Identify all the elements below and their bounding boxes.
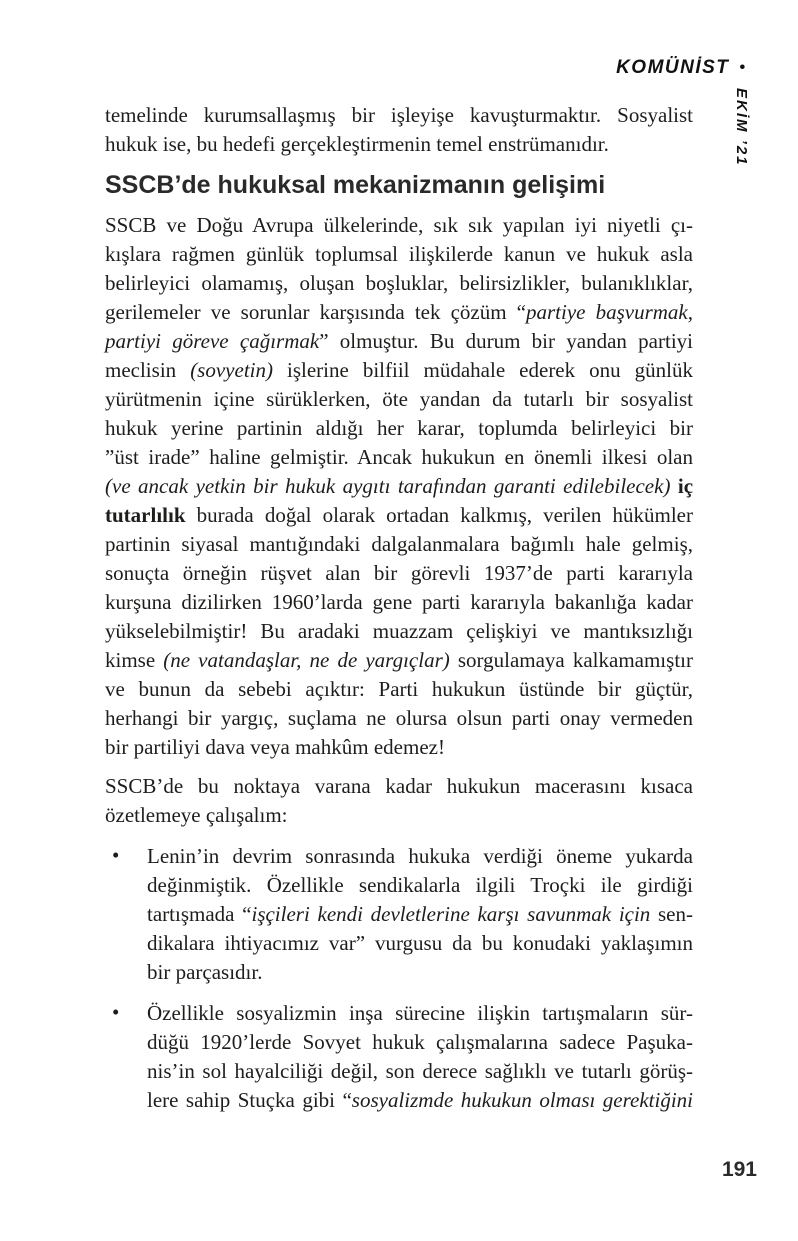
paragraph xyxy=(105,101,693,159)
body-text: ve bunun da sebebi açıktır: Parti hukukun üstünde bir güçtür, xyxy=(105,677,693,701)
text-line xyxy=(105,327,693,356)
text-line xyxy=(105,269,693,298)
text-line xyxy=(105,617,693,646)
body-text: belirleyici olamamış, oluşan boşluklar, belirsizlikler, bulanıklıklar, xyxy=(105,271,693,295)
body-text: hukuk yerine partinin aldığı her karar, toplumda belirleyici bir xyxy=(105,416,693,440)
body-text: kışlara rağmen günlük toplumsal ilişkilerde kanun ve hukuk asla xyxy=(105,242,693,266)
italic-text: sosyalizmde hukukun olması gerektiğini xyxy=(351,1088,693,1112)
text-line xyxy=(147,958,693,987)
text-line xyxy=(105,472,693,501)
text-line xyxy=(105,530,693,559)
body-text: tartışmada “ xyxy=(147,902,252,926)
journal-title: KOMÜNİST xyxy=(616,57,730,78)
body-text: partinin siyasal mantığındaki dalgalanmalara bağımlı hale gelmiş, xyxy=(105,532,693,556)
text-line xyxy=(105,501,693,530)
italic-text: (sovyetin) xyxy=(190,358,273,382)
body-text: düğü 1920’lerde Sovyet hukuk çalışmalarına sadece Paşuka- xyxy=(147,1030,693,1054)
text-line xyxy=(147,929,693,958)
text-line xyxy=(105,101,693,130)
bullet-item xyxy=(105,842,693,987)
page-number: 191 xyxy=(721,1158,757,1181)
text-line xyxy=(105,733,693,762)
text-line xyxy=(105,240,693,269)
text-line xyxy=(105,772,693,801)
body-text: işlerine bilfiil müdahale ederek onu günlük xyxy=(272,358,694,382)
body-text: hukuk ise, bu hedefi gerçekleştirmenin temel enstrümanıdır. xyxy=(105,132,609,156)
body-text: bir partiliyi dava veya mahkûm edemez! xyxy=(105,735,445,759)
body-text: meclisin xyxy=(105,358,191,382)
body-text: yürütmenin içine sürüklerken, öte yandan da tutarlı bir sosyalist xyxy=(105,387,693,411)
issue-label: EKİM ’21 xyxy=(733,88,750,167)
body-text: özetlemeye çalışalım: xyxy=(105,803,288,827)
text-line xyxy=(105,385,693,414)
body-text: sonuçta örneğin rüşvet alan bir görevli 1937’de parti kararıyla xyxy=(105,561,693,585)
body-text: nis’in sol hayalciliği değil, son derece sağlıklı ve tutarlı görüş- xyxy=(147,1059,693,1083)
bold-text: tutarlılık xyxy=(105,503,186,527)
italic-text: (ve ancak yetkin bir hukuk aygıtı tarafından garanti edilebilecek) xyxy=(105,474,671,498)
italic-text: partiyi göreve çağırmak xyxy=(105,329,320,353)
body-text: ” olmuştur. Bu durum bir yandan partiyi xyxy=(319,329,693,353)
bullet-separator-icon: • xyxy=(739,59,745,76)
body-text: sorgulamaya kalkamamıştır xyxy=(449,648,693,672)
body-text: herhangi bir yargıç, suçlama ne olursa olsun parti onay vermeden xyxy=(105,706,693,730)
body-text: burada doğal olarak ortadan kalkmış, verilen hükümler xyxy=(185,503,693,527)
bullet-icon: • xyxy=(112,843,120,867)
text-line xyxy=(105,130,693,159)
text-line xyxy=(105,414,693,443)
section-heading: SSCB’de hukuksal mekanizmanın gelişimi xyxy=(105,171,606,199)
body-text: lere sahip Stuçka gibi “ xyxy=(147,1088,352,1112)
body-text: SSCB ve Doğu Avrupa ülkelerinde, sık sık yapılan iyi niyetli çı- xyxy=(105,213,693,237)
body-text: kurşuna dizilirken 1960’larda gene parti kararıyla bakanlığa kadar xyxy=(105,590,693,614)
bullet-icon: • xyxy=(112,1000,120,1024)
italic-text: (ne vatandaşlar, ne de yargıçlar) xyxy=(163,648,450,672)
text-line xyxy=(105,588,693,617)
text-line xyxy=(147,1028,693,1057)
body-text: Özellikle sosyalizmin inşa sürecine ilişkin tartışmaların sür- xyxy=(147,1001,693,1025)
text-line xyxy=(147,900,693,929)
body-text: Lenin’in devrim sonrasında hukuka verdiği öneme yukarda xyxy=(147,844,693,868)
text-line xyxy=(147,1086,693,1115)
body-text: sen- xyxy=(650,902,693,926)
text-line xyxy=(105,443,693,472)
text-line xyxy=(147,842,693,871)
text-line xyxy=(105,211,693,240)
text-line xyxy=(147,871,693,900)
body-text: bir parçasıdır. xyxy=(147,960,263,984)
text-line xyxy=(147,999,693,1028)
body-text: kimse xyxy=(105,648,164,672)
journal-header xyxy=(616,57,745,79)
body-text: gerilemeler ve sorunlar karşısında tek çözüm “ xyxy=(105,300,526,324)
body-text: yükselebilmiştir! Bu aradaki muazzam çelişkiyi ve mantıksızlığı xyxy=(105,619,693,643)
bold-text: iç xyxy=(677,474,694,498)
body-text: SSCB’de bu noktaya varana kadar hukukun macerasını kısaca xyxy=(105,774,693,798)
italic-text: partiye başvurmak, xyxy=(526,300,693,324)
paragraph xyxy=(105,211,693,762)
body-text: ”üst irade” haline gelmiştir. Ancak hukukun en önemli ilkesi olan xyxy=(105,445,693,469)
text-line xyxy=(105,646,693,675)
paragraph xyxy=(105,772,693,830)
body-text: dikalara ihtiyacımız var” vurgusu da bu konudaki yaklaşımın xyxy=(147,931,693,955)
text-line xyxy=(105,704,693,733)
text-line xyxy=(105,559,693,588)
text-line xyxy=(105,675,693,704)
text-line xyxy=(105,356,693,385)
bullet-item xyxy=(105,999,693,1115)
body-text xyxy=(670,474,677,498)
body-text: temelinde kurumsallaşmış bir işleyişe kavuşturmaktır. Sosyalist xyxy=(105,103,693,127)
text-line xyxy=(105,298,693,327)
italic-text: işçileri kendi devletlerine karşı savunmak için xyxy=(251,902,651,926)
page-body xyxy=(105,101,693,1115)
text-line xyxy=(105,801,693,830)
text-line xyxy=(147,1057,693,1086)
body-text: değinmiştik. Özellikle sendikalarla ilgili Troçki ile girdiği xyxy=(147,873,693,897)
